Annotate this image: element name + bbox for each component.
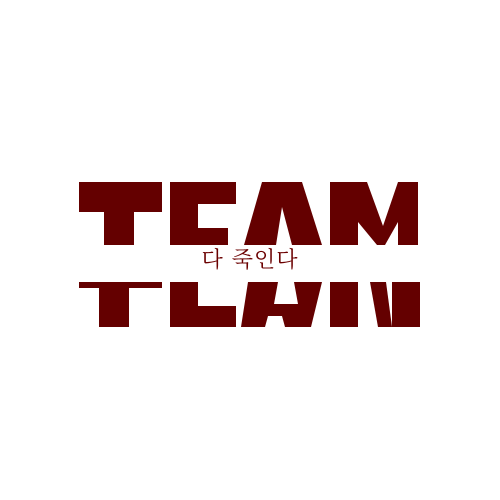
letter-m-bottom-middle [370, 282, 392, 327]
letter-a-top [244, 182, 322, 245]
wordmark-bottom-half [79, 282, 420, 327]
letter-m-bottom-right [392, 282, 420, 327]
letter-a-bottom [241, 282, 322, 327]
letter-e-bottom-bar [170, 306, 236, 327]
letter-t-bottom-stem [99, 282, 129, 327]
letter-t-top-stem [104, 182, 134, 245]
letter-m-top [330, 182, 418, 245]
letter-e-top-mid [170, 228, 228, 245]
letter-m-bottom-left [330, 282, 358, 327]
wordmark-top-half [79, 182, 418, 245]
korean-tagline: 다 죽인다 [201, 248, 299, 273]
